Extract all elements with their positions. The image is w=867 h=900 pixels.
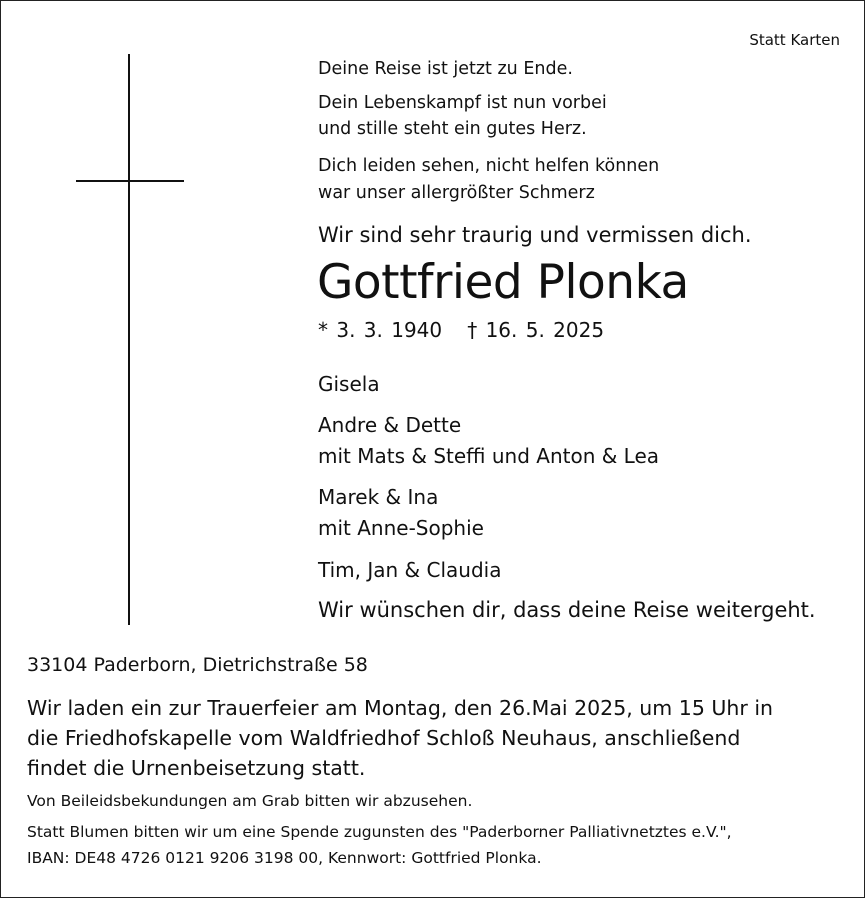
condolence-note: Von Beileidsbekundungen am Grab bitten wir abzusehen.: [27, 792, 473, 810]
address: 33104 Paderborn, Dietrichstraße 58: [27, 654, 368, 676]
poem-line: war unser allergrößter Schmerz: [318, 183, 595, 203]
closing-line: Wir wünschen dir, dass deine Reise weitergeht.: [318, 598, 816, 622]
cross-icon-vertical: [128, 54, 130, 625]
family-line: mit Anne-Sophie: [318, 516, 484, 540]
family-line: Andre & Dette: [318, 413, 462, 437]
invitation-line: Wir laden ein zur Trauerfeier am Montag, den 26.Mai 2025, um 15 Uhr in: [27, 696, 774, 720]
family-line: Tim, Jan & Claudia: [318, 558, 502, 582]
family-line: Marek & Ina: [318, 485, 439, 509]
donation-line: IBAN: DE48 4726 0121 9206 3198 00, Kennwort: Gottfried Plonka.: [27, 849, 542, 867]
invitation-line: findet die Urnenbeisetzung statt.: [27, 756, 366, 780]
invitation-line: die Friedhofskapelle vom Waldfriedhof Schloß Neuhaus, anschließend: [27, 726, 741, 750]
cross-icon-horizontal: [76, 180, 184, 182]
grief-line: Wir sind sehr traurig und vermissen dich.: [318, 223, 752, 247]
family-line: Gisela: [318, 372, 380, 396]
deceased-name: Gottfried Plonka: [317, 255, 689, 310]
family-line: mit Mats & Steffi und Anton & Lea: [318, 444, 660, 468]
poem-line: Deine Reise ist jetzt zu Ende.: [318, 59, 573, 79]
donation-line: Statt Blumen bitten wir um eine Spende zugunsten des "Paderborner Palliativnetztes e.V.",: [27, 823, 732, 841]
poem-line: und stille steht ein gutes Herz.: [318, 119, 587, 139]
statt-karten-label: Statt Karten: [749, 31, 840, 49]
poem-line: Dich leiden sehen, nicht helfen können: [318, 156, 660, 176]
poem-line: Dein Lebenskampf ist nun vorbei: [318, 93, 607, 113]
life-dates: * 3. 3. 1940 † 16. 5. 2025: [318, 318, 605, 342]
